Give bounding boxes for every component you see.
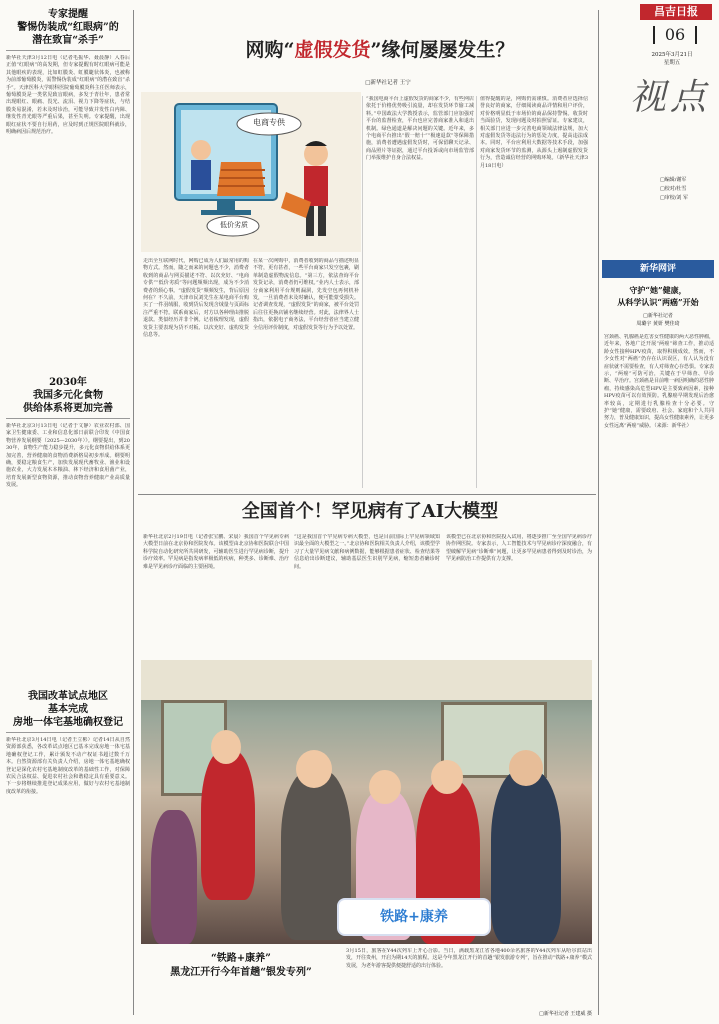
- story-title: 2030年: [49, 377, 87, 388]
- ai-article-title: 全国首个！罕见病有了AI大模型: [241, 501, 499, 522]
- sidebar-title-line: 从科学认识“两癌”开始: [617, 297, 699, 307]
- sidebar-banner-text: 新华网评: [639, 264, 676, 274]
- sidebar-byline: [602, 312, 714, 328]
- top-article-col-1: 走出全互联网时代，网购已成为人们最常用的购物方式。然而，随之而来的问题也不少，消费者收到的商品与网页描述不符、以次充好、“电商专供”“低价劣质”等问题频频出现，成为不少消费者的烦心事。“虚假发货”频频发生，背后原因何在？不久前，天津市民刘先生在某电商平台购买了一件羽绒服，收到货后发现含绒量与页面标注严重不符。联系商家后，对方以各种理由推脱退款。类似经历并非个例。记者梳理发现，虚假发货主要表现为货不对板、以次充好、虚构发货信息等。: [143, 258, 249, 339]
- train-photo: [141, 660, 592, 944]
- top-article-col-4: 值得提醒的是，网购仍需谨慎。消费者应选择信誉良好的商家，仔细阅读商品详情和用户评价，对价格明显低于市场价的商品保持警惕。收货时当面验货，发现问题及时拍照留证。专家建议，相关部门应进一步完善电商领域法律法规，加大对虚假发货等违法行为的惩处力度，提高违法成本。同时，平台应利用大数据等技术手段，加强对商家发货环节的监测，从源头上遏制虚假发货行为，营造诚信经营的网购环境。（新华社天津3月18日电）: [480, 96, 588, 169]
- story-title: 我国改革试点地区: [28, 691, 108, 702]
- title-post: ”缘何屡屡发生？: [370, 39, 515, 61]
- story-title: 我国多元化食物: [33, 390, 103, 401]
- editor-line: □校对/杜雪: [660, 186, 687, 192]
- photo-caption-body: 3月15日，旅客在Y44次列车上开心合影。当日，满载黑龙江省各地400余名旅客的Y44次列车从哈尔滨站出发，开往贵州，开启为期14天的旅程。这是今年黑龙江开行的首趟“银发旅游专列”，旨在推动“铁路+康养”模式发展，为老年游客提供便捷舒适的出行体验。: [346, 948, 592, 969]
- sidebar-byline-line: 周璐宇 黄妍 樊佳琦: [636, 321, 680, 327]
- editor-line: □编辑/谢军: [660, 177, 687, 183]
- photo-caption-title-line: 黑龙江开行今年首趟“银发专列”: [170, 967, 312, 978]
- left-story-1: [6, 8, 130, 345]
- photo-caption-title-line: “铁路+康养”: [211, 953, 271, 964]
- story-title: 警惕伪装成“红眼病”的: [17, 22, 119, 33]
- top-article-col-3: “我国电商平台上虚假发货的商家不少，有些网店依托于价格优势吸引流量，却在发货环节偷工减料。”中国政法大学教授表示，监管部门应加强对平台的监督检查，平台也应完善商家准入和退出机制。绿色通道是解决问题的关键。近年来，多个电商平台推出“假一赔十”“极速退款”等保障措施，消费者遭遇虚假发货时，可保留聊天记录、商品照片等证据，通过平台投诉或向市场监管部门举报维护自身合法权益。: [366, 96, 474, 162]
- sidebar-title: [602, 284, 714, 308]
- story-title: 基本完成: [48, 704, 88, 715]
- story-body: 新华社北京3月13日电（记者于文静）农业农村部、国家卫生健康委、工业和信息化部日前联合印发《中国食物营养发展纲要（2025—2030年）》。纲要提出，到2030年，食物生产能力稳步提升，多元化食物供给体系更加完善，营养健康的食物消费新格局初步形成。纲要明确，要稳定粮食生产，加快发展现代畜牧业、渔业和设施农业，大力发展木本粮油、林下经济和食用菌产业，培育发展新型食物资源，推动食物营养健康产业高质量发展。: [6, 423, 130, 489]
- left-story-3: [6, 690, 130, 1002]
- story-title: 房地一体宅基地确权登记: [6, 716, 130, 733]
- sidebar-banner: [602, 260, 714, 278]
- top-article-byline: □新华社记者 王宁: [365, 80, 411, 86]
- cartoon-label-shop: 电商专供: [253, 118, 285, 127]
- masthead-paper-name: 昌吉日报: [640, 4, 712, 20]
- sidebar-byline-line: □新华社记者: [643, 313, 673, 319]
- story-body: 新华社北京3月14日电（记者王立彬）记者14日从自然资源部获悉，各改革试点地区已基本完成房地一体宅基地确权登记工作，累计颁发不动产权证书超过数千万本。自然资源部有关负责人介绍，房地一体宅基地确权登记是深化农村宅基地制度改革的基础性工作，对保障农民合法权益、促进农村社会和谐稳定具有重要意义。下一步将继续推进登记成果应用，做好与农村宅基地制度改革的衔接。: [6, 737, 130, 795]
- story-title: 潜在致盲“杀手”: [6, 34, 130, 51]
- title-pre: 网购“: [245, 39, 295, 61]
- photo-caption-title: [141, 952, 341, 980]
- railway-sign-text: 铁路+康养: [380, 909, 448, 925]
- story-body: 新华社天津3月12日电（记者毛振华、聂晨静）入春后正值“红眼病”的高发期，但专家提醒有时红眼病可能是其他眼疾的表现，比如虹膜炎、虹膜睫状体炎，也被称为前部葡萄膜炎，需警惕伪装成“红眼病”的潜在致盲“杀手”。天津医科大学眼科医院葡萄膜炎科主任医师表示，葡萄膜炎是一类常见致盲眼病，多发于青壮年，患者常出现眼红、眼痛、畏光、流泪、视力下降等症状，与结膜炎易混淆，若未及时诊治，可能导致并发性白内障、继发性青光眼等严重后果，甚至失明。专家提醒，出现眼红症状不要自行用药，应及时到正规医院眼科就诊，明确病因后规范治疗。: [6, 55, 130, 136]
- ai-article-col-1: 新华社北京2月19日电（记者张宝鹏、宋晨）我国首个罕见病专病大模型日前在北京协和医院发布。该模型由北京协和医院联合中国科学院自动化研究所共同研发，可辅助医生进行罕见病诊断，提升诊疗效率。罕见病是指发病率极低的疾病，种类多、诊断难、治疗难是罕见病诊疗面临的主要困境。: [143, 534, 289, 570]
- sidebar-title-line: 守护“她”健康，: [629, 285, 687, 295]
- cartoon-illustration: [141, 92, 361, 252]
- left-story-2: [6, 376, 130, 658]
- top-article-title: [140, 38, 620, 62]
- editor-line: □审校/刘 军: [660, 195, 688, 201]
- railway-sign: [337, 898, 491, 936]
- section-title: 视点: [630, 77, 711, 118]
- issue-weekday: 星期五: [663, 60, 681, 66]
- title-emphasis: 虚假发货: [294, 39, 371, 61]
- editor-list: [660, 176, 715, 203]
- page-number: 06: [653, 26, 697, 44]
- story-title: 供给体系将更加完善: [6, 402, 130, 419]
- ai-article-col-3: 该模型已在北京协和医院投入试用，将逐步推广至全国罕见病诊疗协作网医院。专家表示，人工智能技术与罕见病诊疗深度融合，有望破解罕见病“诊断难”问题，让更多罕见病患者得到及时诊治，为罕见病防治工作提供有力支撑。: [446, 534, 592, 563]
- issue-date: 2025年3月21日: [651, 52, 693, 58]
- top-article-col-2: 在某一次网购中，消费者收到的商品与描述明显不符，更有甚者，一些平台商家只发空包裹，刷单制造虚假物流信息。“第三方，依法查询平台发货记录，消费者仍可维权。”业内人士表示，部分商家利用平台规则漏洞，先发空包再伺机补发，一旦消费者未及时确认，便可能蒙受损失。记者调查发现，“虚假发货”的商家，被平台处罚后往往更换店铺名继续经营。对此，法律界人士指出，依据电子商务法，平台经营者应当建立健全信用评价制度，对虚假发货等行为予以处置。: [253, 258, 359, 331]
- ai-article-col-2: “这是我国首个罕见病专病大模型，也是目前国际上罕见病领域知识最全面的大模型之一。”北京协和医院相关负责人介绍，该模型学习了大量罕见病文献和病例数据，能够根据患者症状、检查结果等信息给出诊断建议，辅助基层医生识别罕见病，缩短患者确诊时间。: [294, 534, 440, 570]
- cartoon-label-low-price: 低价劣质: [220, 221, 248, 229]
- story-title: 专家提醒: [48, 9, 88, 20]
- photo-credit: □新华社记者 王建威 摄: [539, 1011, 592, 1017]
- sidebar-body: 宫颈癌、乳腺癌是危害女性健康的两大恶性肿瘤，近年来，各地广泛开展“两癌”筛查工作，推动适龄女性接种HPV疫苗，取得积极成效。然而，不少女性对“两癌”仍存在认识误区，有人认为没有症状就不需要检查，有人对筛查心存恐惧。专家表示，“两癌”可防可治，关键在于早筛查、早诊断、早治疗。宫颈癌是目前唯一病因明确的恶性肿瘤，持续感染高危型HPV是主要致病因素，接种HPV疫苗可以有效预防。乳腺癌早期发现后治愈率较高，定期进行乳腺检查十分必要。守护“她”健康，需要政府、社会、家庭和个人共同努力，普及健康知识，提高女性健康素养，让更多女性远离“两癌”威胁。（来源：新华社）: [604, 334, 714, 429]
